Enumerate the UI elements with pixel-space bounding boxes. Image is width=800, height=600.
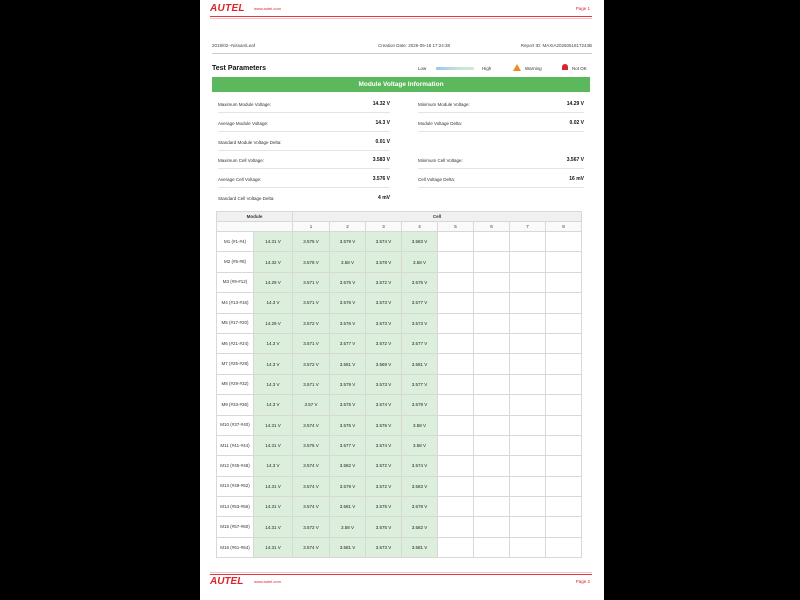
module-name: M14 (#53-#56) (217, 497, 254, 517)
cell-voltage: 3.581 V (402, 354, 438, 374)
module-voltage: 14.29 V (254, 313, 293, 333)
cell-voltage: 3.581 V (330, 537, 366, 557)
table-row (217, 354, 582, 374)
cell-voltage: 3.574 V (366, 395, 402, 415)
cell-voltage: 3.577 V (402, 293, 438, 313)
empty-cell (546, 293, 582, 313)
footer-url[interactable]: www.autel.com (254, 579, 281, 584)
empty-cell (474, 293, 510, 313)
footer-page-number: Page 2 (575, 579, 590, 584)
table-row (217, 435, 582, 455)
module-column-header: Module (217, 212, 293, 222)
cell-voltage: 3.573 V (366, 313, 402, 333)
meta-divider (212, 53, 592, 54)
header-divider-light (210, 18, 592, 19)
cell-voltage: 3.571 V (293, 293, 330, 313)
cell-voltage: 3.576 V (330, 293, 366, 313)
cell-voltage: 3.569 V (366, 354, 402, 374)
cell-col-2: 2 (330, 222, 366, 232)
cell-voltage: 3.577 V (330, 435, 366, 455)
empty-cell (546, 232, 582, 252)
table-row (217, 395, 582, 415)
module-name: M9 (#33-#36) (217, 395, 254, 415)
cell-voltage: 3.579 V (402, 395, 438, 415)
empty-cell (474, 497, 510, 517)
cell-voltage: 3.575 V (366, 517, 402, 537)
empty-cell (546, 517, 582, 537)
empty-cell (438, 456, 474, 476)
empty-cell (474, 374, 510, 394)
cell-voltage: 3.577 V (402, 374, 438, 394)
header-page-number: Page 1 (575, 6, 590, 11)
cell-voltage: 3.574 V (293, 456, 330, 476)
cell-voltage: 3.58 V (402, 415, 438, 435)
empty-cell (510, 497, 546, 517)
empty-cell (510, 272, 546, 292)
cell-voltage: 3.571 V (293, 272, 330, 292)
module-name: M7 (#25-#28) (217, 354, 254, 374)
module-voltage: 14.32 V (254, 252, 293, 272)
cell-voltage: 3.572 V (366, 476, 402, 496)
empty-cell (474, 313, 510, 333)
cell-voltage: 3.582 V (330, 456, 366, 476)
stat-cell-voltage-delta: Cell Voltage Delta: 16 mV (418, 171, 584, 188)
cell-voltage: 3.571 V (293, 374, 330, 394)
empty-cell (510, 293, 546, 313)
empty-cell (474, 537, 510, 557)
empty-cell (546, 252, 582, 272)
cell-voltage: 3.574 V (402, 456, 438, 476)
empty-cell (510, 333, 546, 353)
cell-voltage: 3.58 V (402, 252, 438, 272)
cell-voltage: 3.576 V (366, 415, 402, 435)
table-row (217, 476, 582, 496)
empty-cell (546, 374, 582, 394)
table-row (217, 415, 582, 435)
cell-voltage: 3.574 V (293, 476, 330, 496)
cell-voltage: 3.574 V (366, 232, 402, 252)
empty-cell (474, 272, 510, 292)
footer-divider (210, 574, 592, 575)
module-name: M2 (#5-#8) (217, 252, 254, 272)
module-voltage: 14.3 V (254, 395, 293, 415)
empty-cell (474, 456, 510, 476)
cell-voltage: 3.577 V (330, 333, 366, 353)
empty-cell (510, 517, 546, 537)
cell-voltage: 3.574 V (366, 435, 402, 455)
module-voltage: 14.3 V (254, 354, 293, 374)
cell-col-1: 1 (293, 222, 330, 232)
creation-date: Creation Date: 2026-05-18 17:24:38 (378, 43, 451, 48)
cell-voltage: 3.572 V (366, 272, 402, 292)
cell-voltage: 3.574 V (293, 415, 330, 435)
cell-col-4: 4 (402, 222, 438, 232)
empty-cell (438, 517, 474, 537)
empty-cell (438, 395, 474, 415)
cell-voltage: 3.572 V (366, 333, 402, 353)
empty-cell (438, 272, 474, 292)
cell-voltage: 3.579 V (330, 374, 366, 394)
cell-voltage: 3.573 V (366, 537, 402, 557)
table-row (217, 497, 582, 517)
cell-voltage: 3.571 V (293, 333, 330, 353)
cell-voltage: 3.573 V (366, 374, 402, 394)
empty-cell (546, 395, 582, 415)
module-name: M3 (#9-#12) (217, 272, 254, 292)
cell-voltage: 3.572 V (366, 456, 402, 476)
stat-max-cell-voltage: Maximum Cell Voltage: 3.583 V (218, 152, 390, 169)
cell-voltage: 3.58 V (330, 517, 366, 537)
module-voltage: 14.31 V (254, 435, 293, 455)
empty-cell (474, 333, 510, 353)
table-row (217, 537, 582, 557)
warning-icon (513, 64, 521, 71)
empty-cell (510, 313, 546, 333)
table-row (217, 333, 582, 353)
module-name: M16 (#61-#64) (217, 537, 254, 557)
empty-cell (438, 333, 474, 353)
cell-voltage: 3.581 V (330, 497, 366, 517)
cell-voltage: 3.57 V (293, 395, 330, 415)
autel-logo: AUTEL (210, 3, 245, 14)
cell-voltage: 3.578 V (293, 252, 330, 272)
module-voltage: 14.3 V (254, 456, 293, 476)
page-footer (200, 572, 604, 600)
table-row (217, 272, 582, 292)
module-name: M5 (#17-#20) (217, 313, 254, 333)
autel-logo: AUTEL (210, 576, 244, 587)
empty-cell (438, 435, 474, 455)
blank-header-cell (217, 222, 293, 232)
empty-cell (474, 435, 510, 455)
empty-cell (438, 415, 474, 435)
module-name: M4 (#13-#16) (217, 293, 254, 313)
stat-min-cell-voltage: Minimum Cell Voltage: 3.567 V (418, 152, 584, 169)
stat-std-cell-voltage-delta: Standard Cell Voltage Delta: 4 mV (218, 195, 390, 201)
empty-cell (438, 313, 474, 333)
module-name: M8 (#29-#32) (217, 374, 254, 394)
table-row (217, 313, 582, 333)
module-name: M11 (#41-#44) (217, 435, 254, 455)
module-voltage: 14.31 V (254, 415, 293, 435)
module-name: M12 (#45-#48) (217, 456, 254, 476)
cell-voltage: 3.575 V (330, 272, 366, 292)
module-name: M1 (#1-#4) (217, 232, 254, 252)
cell-col-8: 8 (546, 222, 582, 232)
report-meta (212, 43, 592, 51)
not-ok-icon (562, 64, 568, 70)
stat-module-voltage-delta: Module Voltage Delta: 0.02 V (418, 115, 584, 132)
empty-cell (474, 354, 510, 374)
legend-high-label: High (482, 66, 492, 71)
module-voltage: 14.31 V (254, 497, 293, 517)
module-voltage: 14.3 V (254, 293, 293, 313)
report-page (200, 0, 604, 600)
empty-cell (438, 354, 474, 374)
cell-voltage: 3.583 V (402, 232, 438, 252)
table-row (217, 293, 582, 313)
empty-cell (474, 415, 510, 435)
cell-voltage: 3.58 V (330, 252, 366, 272)
empty-cell (546, 415, 582, 435)
empty-cell (546, 333, 582, 353)
empty-cell (546, 537, 582, 557)
table-header-row (217, 212, 582, 222)
table-row (217, 374, 582, 394)
module-voltage: 14.31 V (254, 476, 293, 496)
cell-voltage: 3.578 V (366, 252, 402, 272)
empty-cell (546, 497, 582, 517)
module-voltage: 14.31 V (254, 517, 293, 537)
stat-min-module-voltage: Minimum Module Voltage: 14.29 V (418, 96, 584, 113)
table-row (217, 252, 582, 272)
module-name: M13 (#49-#52) (217, 476, 254, 496)
empty-cell (546, 456, 582, 476)
section-title: Test Parameters (212, 65, 266, 72)
cell-voltage: 3.575 V (293, 435, 330, 455)
empty-cell (474, 517, 510, 537)
cell-voltage: 3.579 V (330, 232, 366, 252)
empty-cell (438, 374, 474, 394)
module-voltage: 14.31 V (254, 232, 293, 252)
module-voltage: 14.31 V (254, 537, 293, 557)
cell-voltage: 3.581 V (402, 537, 438, 557)
cell-voltage: 3.575 V (293, 232, 330, 252)
cell-voltage: 3.581 V (330, 354, 366, 374)
stat-std-module-voltage-delta: Standard Module Voltage Delta: 0.01 V (218, 134, 390, 151)
cell-voltage: 3.582 V (402, 517, 438, 537)
empty-cell (474, 476, 510, 496)
legend-not-ok-label: Not OK (572, 66, 587, 71)
cell-col-3: 3 (366, 222, 402, 232)
table-row (217, 456, 582, 476)
cell-voltage: 3.575 V (366, 497, 402, 517)
stat-max-module-voltage: Maximum Module Voltage: 14.32 V (218, 96, 390, 113)
module-voltage: 14.3 V (254, 374, 293, 394)
cell-voltage: 3.577 V (402, 333, 438, 353)
empty-cell (546, 272, 582, 292)
cell-voltage: 3.572 V (293, 354, 330, 374)
cell-voltage-table (216, 211, 582, 558)
module-name: M6 (#21-#24) (217, 333, 254, 353)
empty-cell (510, 232, 546, 252)
cell-voltage: 3.574 V (293, 497, 330, 517)
empty-cell (474, 232, 510, 252)
vehicle-info: 2019/02--Nissan/Leaf (212, 43, 256, 48)
empty-cell (510, 354, 546, 374)
module-name: M10 (#37-#40) (217, 415, 254, 435)
module-name: M15 (#57-#60) (217, 517, 254, 537)
cell-voltage: 3.573 V (402, 313, 438, 333)
empty-cell (546, 435, 582, 455)
empty-cell (546, 313, 582, 333)
table-row (217, 517, 582, 537)
cell-voltage: 3.572 V (293, 313, 330, 333)
empty-cell (546, 354, 582, 374)
cell-voltage: 3.576 V (330, 313, 366, 333)
cell-voltage: 3.575 V (330, 415, 366, 435)
table-row (217, 232, 582, 252)
empty-cell (438, 497, 474, 517)
stat-avg-cell-voltage: Average Cell Voltage: 3.576 V (218, 171, 390, 188)
cell-voltage: 3.573 V (366, 293, 402, 313)
empty-cell (438, 252, 474, 272)
empty-cell (510, 252, 546, 272)
empty-cell (546, 476, 582, 496)
page-header (200, 0, 604, 20)
module-voltage: 14.29 V (254, 272, 293, 292)
legend-low-label: Low (418, 66, 427, 71)
cell-column-header: Cell (293, 212, 582, 222)
cell-col-5: 5 (438, 222, 474, 232)
empty-cell (474, 395, 510, 415)
empty-cell (510, 415, 546, 435)
cell-voltage: 3.58 V (402, 435, 438, 455)
cell-number-row (217, 222, 582, 232)
cell-col-7: 7 (510, 222, 546, 232)
empty-cell (510, 537, 546, 557)
module-voltage: 14.3 V (254, 333, 293, 353)
cell-voltage: 3.583 V (402, 476, 438, 496)
empty-cell (510, 374, 546, 394)
cell-voltage: 3.572 V (293, 517, 330, 537)
empty-cell (510, 435, 546, 455)
module-voltage-banner: Module Voltage Information (212, 77, 590, 92)
header-divider (210, 16, 592, 17)
empty-cell (510, 456, 546, 476)
empty-cell (510, 395, 546, 415)
cell-voltage: 3.578 V (402, 497, 438, 517)
legend-gradient-bar (436, 67, 474, 70)
empty-cell (474, 252, 510, 272)
empty-cell (510, 476, 546, 496)
cell-voltage: 3.574 V (293, 537, 330, 557)
empty-cell (438, 537, 474, 557)
cell-voltage: 3.575 V (402, 272, 438, 292)
cell-voltage: 3.579 V (330, 476, 366, 496)
cell-voltage: 3.575 V (330, 395, 366, 415)
report-id: Report ID: MAXIA2026051817243B (520, 43, 592, 48)
empty-cell (438, 232, 474, 252)
empty-cell (438, 476, 474, 496)
footer-divider-light (210, 572, 592, 573)
legend-warning-label: Warning (525, 66, 542, 71)
cell-col-6: 6 (474, 222, 510, 232)
header-url[interactable]: www.autel.com (254, 6, 281, 11)
empty-cell (438, 293, 474, 313)
stat-avg-module-voltage: Average Module Voltage: 14.3 V (218, 115, 390, 132)
